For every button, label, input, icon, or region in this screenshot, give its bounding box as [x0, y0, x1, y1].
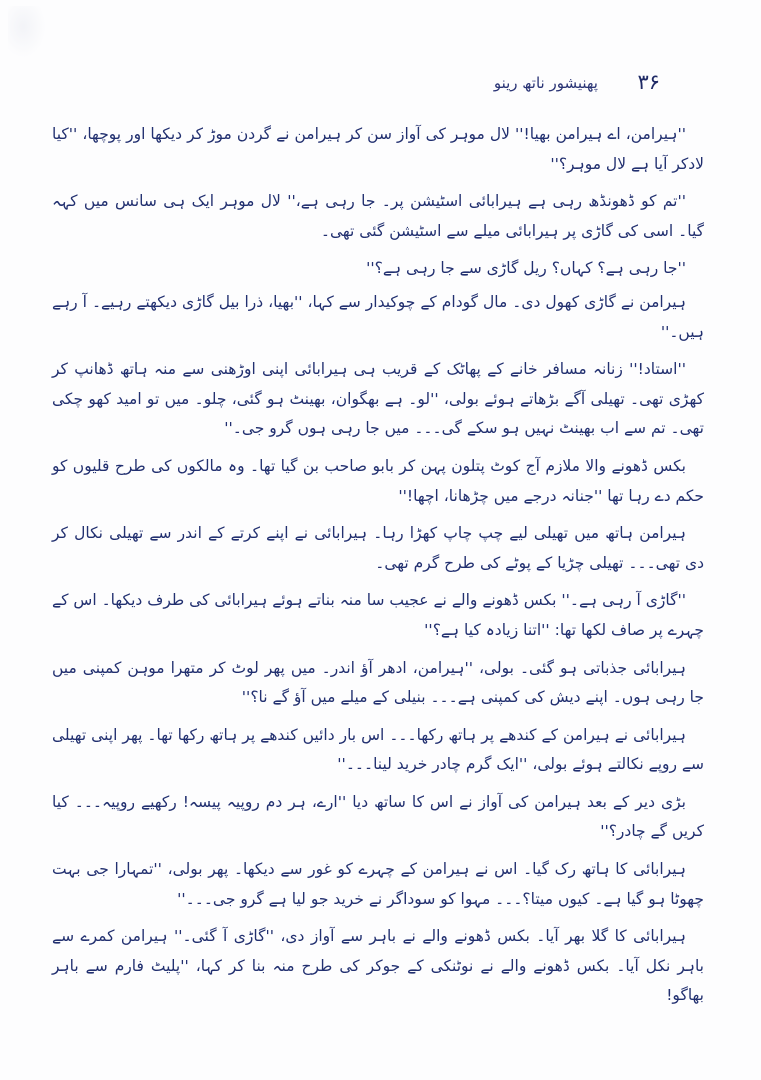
paragraph: ہیرابائی کا گلا بھر آیا۔ بکس ڈھونے والے نے باہر سے آواز دی، ''گاڑی آ گئی۔'' ہیرامن کمرے سے باہر نکل آیا۔ بکس ڈھونے والے نے نوٹنکی کے جوکر کی طرح منہ بنا کر کہا، ''پلیٹ فارم سے باہر بھاگو! [52, 927, 704, 1005]
paragraph: ہیرامن ہاتھ میں تھیلی لیے چپ چاپ کھڑا رہا۔ ہیرابائی نے اپنے کرتے کے اندر سے تھیلی نکال کر دی تھی۔۔۔ تھیلی چڑیا کے پوٹے کی طرح گرم تھی۔ [52, 524, 704, 572]
paragraph: ''گاڑی آ رہی ہے۔'' بکس ڈھونے والے نے عجیب سا منہ بناتے ہوئے ہیرابائی کی طرف دیکھا۔ اس کے چہرے پر صاف لکھا تھا: ''اتنا زیادہ کیا ہے؟'' [52, 591, 704, 639]
page-header [420, 64, 660, 104]
paragraph: ہیرامن نے گاڑی کھول دی۔ مال گودام کے چوکیدار سے کہا، ''بھیا، ذرا بیل گاڑی دیکھتے رہیے۔ آ رہے ہیں۔'' [52, 292, 704, 341]
paragraph: بڑی دیر کے بعد ہیرامن کی آواز نے اس کا ساتھ دیا ''ارے، ہر دم روپیہ پیسہ! رکھیے روپیہ۔۔۔ کیا کریں گے چادر؟'' [52, 792, 704, 841]
page-number: ۳۶ [637, 70, 660, 94]
paragraph: ''استاد!'' زنانہ مسافر خانے کے پھاٹک کے قریب ہی ہیرابائی اپنی اوڑھنی سے منہ ہاتھ ڈھانپ کر کھڑی تھی۔ تھیلی آگے بڑھاتے ہوئے بولی، ''لو۔ ہے بھگوان، بھینٹ ہو گئی، چلو۔ میں تو امید کھو چکی تھی۔ تم سے اب بھینٹ نہیں ہو سکے گی۔۔۔ میں جا رہی ہوں گرو جی۔'' [52, 360, 704, 438]
paragraph: ہیرابائی نے ہیرامن کے کندھے پر ہاتھ رکھا۔۔۔ اس بار دائیں کندھے پر ہاتھ رکھا تھا۔ پھر اپنی تھیلی سے روپے نکالتے ہوئے بولی، ''ایک گرم چادر خرید لینا۔۔۔'' [52, 725, 704, 774]
paragraph: ہیرابائی جذباتی ہو گئی۔ بولی، ''ہیرامن، ادھر آؤ اندر۔ میں پھر لوٹ کر متھرا موہن کمپنی میں جا رہی ہوں۔ اپنے دیش کی کمپنی ہے۔۔۔ بنیلی کے میلے میں آؤ گے نا؟'' [52, 658, 704, 707]
paragraph: بکس ڈھونے والا ملازم آج کوٹ پتلون پہن کر بابو صاحب بن گیا تھا۔ وہ مالکوں کی طرح قلیوں کو حکم دے رہا تھا ''جنانہ درجے میں چڑھانا، اچھا!'' [52, 456, 704, 505]
paragraph: ''جا رہی ہے؟ کہاں؟ ریل گاڑی سے جا رہی ہے؟'' [366, 259, 686, 278]
paragraph: ہیرابائی کا ہاتھ رک گیا۔ اس نے ہیرامن کے چہرے کو غور سے دیکھا۔ پھر بولی، ''تمہارا جی بہت چھوٹا ہو گیا ہے۔ کیوں میتا؟۔۔۔ مہوا کو سوداگر نے خرید جو لیا ہے گرو جی۔۔۔'' [52, 860, 704, 908]
running-title: پھنیشور ناتھ رینو [493, 74, 598, 92]
paragraph: ''تم کو ڈھونڈھ رہی ہے ہیرابائی اسٹیشن پر۔ جا رہی ہے،'' لال موہر ایک ہی سانس میں کہہ گیا۔ اسی کی گاڑی پر ہیرابائی میلے سے اسٹیشن گئی تھی۔ [52, 192, 704, 240]
scan-mark [8, 6, 46, 58]
paragraph: ''ہیرامن، اے ہیرامن بھیا!'' لال موہر کی آواز سن کر ہیرامن نے گردن موڑ کر دیکھا اور پوچھا، ''کیا لادکر آیا ہے لال موہر؟'' [52, 125, 704, 173]
body-text [52, 120, 704, 1040]
